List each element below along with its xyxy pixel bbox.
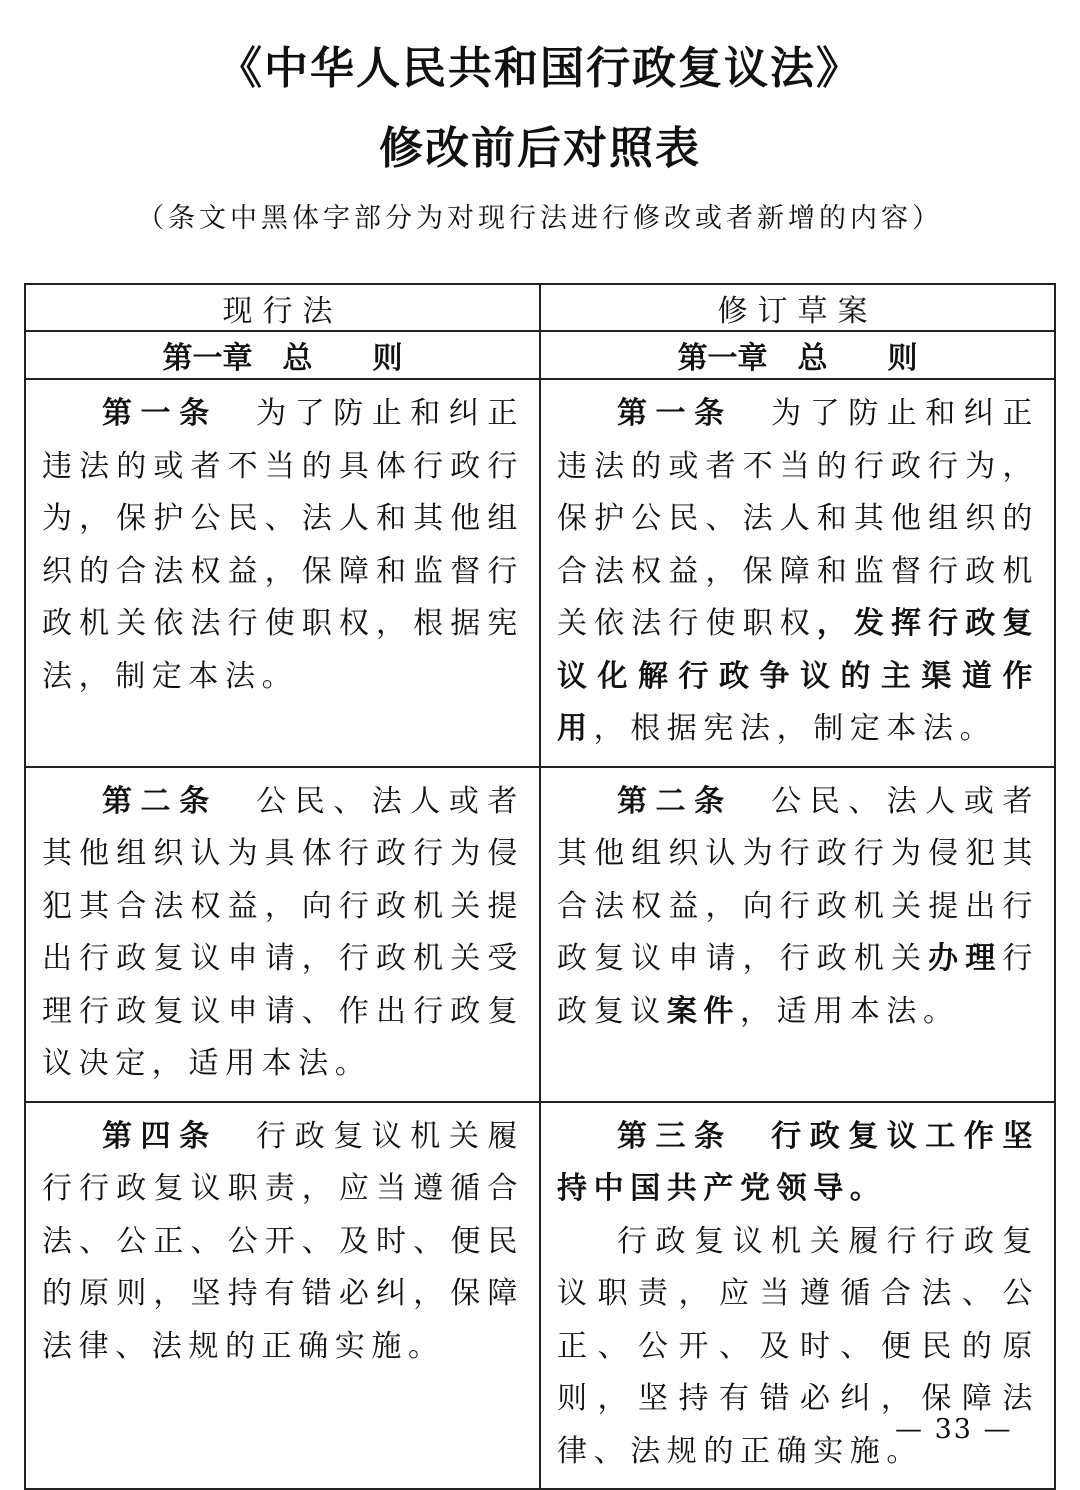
text-segment: 为了防止和纠正违法的或者不当的行政行为，保护公民、法人和其他组织的合法权益，保障和监督行政机关依法行使职权 (557, 396, 1039, 641)
bold-text-segment: 办理 (928, 941, 1003, 976)
table-row (25, 767, 1055, 1102)
text-segment: 行政复议 (557, 941, 1039, 1029)
bold-text-segment: 案件 (666, 993, 741, 1029)
document-subtitle-title: 修改前后对照表 (379, 123, 701, 174)
bold-text-segment: 第二条 (102, 783, 218, 819)
page-number: — 33 — (895, 1414, 1013, 1445)
text-segment: 行政复议机关履行行政复议职责，应当遵循合法、公正、公开、及时、便民的原则，坚持有错必纠，保障法律、法规的正确实施。 (42, 1118, 524, 1364)
text-segment: 公民、法人或者其他组织认为行政行为侵犯其合法权益，向行政机关提出行政复议申请，行政机关 (557, 783, 1039, 976)
cell-revised (540, 767, 1055, 1102)
text-segment: 公民、法人或者其他组织认为具体行政行为侵犯其合法权益，向行政机关提出行政复议申请，行政机关受理行政复议申请、作出行政复议决定，适用本法。 (42, 783, 524, 1081)
cell-current (25, 1102, 540, 1490)
bold-text-segment: 行政复议工作坚持中国共产党领导。 (557, 1118, 1039, 1206)
table-row (25, 379, 1055, 767)
article-paragraph (557, 388, 1039, 756)
bold-text-segment: 第三条 (617, 1118, 733, 1154)
cell-current (25, 379, 540, 767)
cell-current (25, 767, 540, 1102)
cell-revised (540, 379, 1055, 767)
header-current-law: 现行法 (25, 284, 540, 331)
bold-text-segment: 第一条 (617, 396, 733, 431)
chapter-current: 第一章 总 则 (25, 331, 540, 379)
text-segment: ，适用本法。 (740, 993, 960, 1029)
bold-text-segment: 第二条 (617, 783, 733, 819)
note-text: （条文中黑体字部分为对现行法进行修改或者新增的内容） (137, 203, 943, 234)
bold-text-segment: ，发挥行政复议化解行政争议的主渠道作用 (557, 606, 1039, 746)
chapter-row (25, 331, 1055, 379)
bold-text-segment: 第一条 (102, 396, 218, 431)
bold-text-segment: 第四条 (102, 1118, 218, 1154)
article-paragraph (42, 1111, 524, 1374)
comparison-table (24, 283, 1056, 1490)
article-paragraph (42, 388, 524, 703)
text-segment: 行政复议机关履行行政复议职责，应当遵循合法、公正、公开、及时、便民的原则，坚持有错必纠，保障法律、法规的正确实施。 (557, 1223, 1039, 1469)
text-segment: ，根据宪法，制定本法。 (593, 711, 997, 746)
header-revised-draft: 修订草案 (540, 284, 1055, 331)
chapter-revised: 第一章 总 则 (540, 331, 1055, 379)
article-paragraph (557, 776, 1039, 1039)
article-paragraph (42, 776, 524, 1091)
document-title: 《中华人民共和国行政复议法》 (218, 43, 862, 94)
text-segment: 为了防止和纠正违法的或者不当的具体行政行为，保护公民、法人和其他组织的合法权益，保障和监督行政机关依法行使职权，根据宪法，制定本法。 (42, 396, 524, 694)
article-paragraph (557, 1111, 1039, 1216)
table-header-row (25, 284, 1055, 331)
